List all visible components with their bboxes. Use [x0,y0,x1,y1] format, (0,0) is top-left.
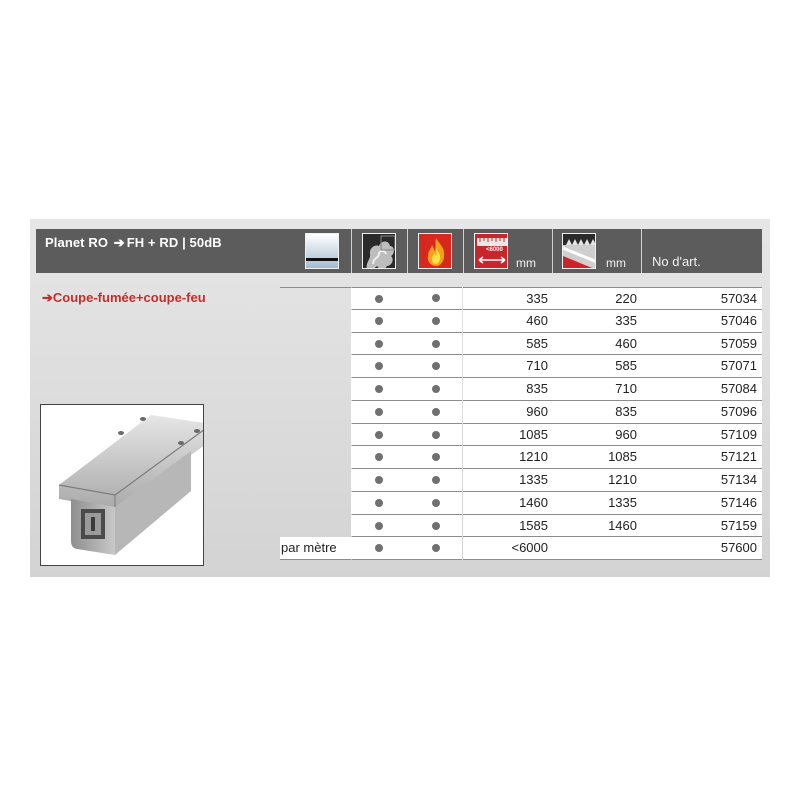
smoke-cell [351,401,462,424]
width-value: 960 [463,401,552,424]
width-value: 335 [463,287,552,310]
row-label [280,401,351,424]
min-width-value [552,537,641,560]
fire-dot-icon [432,317,440,325]
threshold-seal-icon [305,233,339,269]
unit-label-2: mm [606,256,626,270]
table-row [280,401,762,424]
fire-dot-icon [432,499,440,507]
smoke-cell [351,378,462,401]
min-width-value: 960 [552,424,641,447]
article-number: 57109 [641,424,762,447]
fire-dot-icon [432,294,440,302]
smoke-cell [351,537,462,560]
width-value: 585 [463,333,552,356]
smoke-dot-icon [375,476,383,484]
article-number-header: No d'art. [652,254,701,269]
floor-gap-icon [562,233,596,269]
table-row [280,537,762,560]
width-value: 1335 [463,469,552,492]
smoke-dot-icon [375,362,383,370]
article-number: 57121 [641,446,762,469]
subtitle-text: Coupe-fumée+coupe-feu [52,290,206,305]
article-number: 57059 [641,333,762,356]
article-number: 57146 [641,492,762,515]
fire-dot-icon [432,431,440,439]
product-title-main: Planet RO [45,235,109,250]
smoke-cell [351,469,462,492]
article-table [280,287,762,560]
table-row [280,287,762,310]
min-width-value: 710 [552,378,641,401]
smoke-icon [362,233,396,269]
article-number: 57084 [641,378,762,401]
header-divider [407,229,408,273]
fire-icon [418,233,452,269]
row-label [280,469,351,492]
min-width-value: 1085 [552,446,641,469]
width-value: 1085 [463,424,552,447]
smoke-cell [351,446,462,469]
smoke-dot-icon [375,317,383,325]
table-row [280,492,762,515]
smoke-dot-icon [375,385,383,393]
row-label [280,492,351,515]
row-label: par mètre [280,537,351,560]
row-label [280,378,351,401]
min-width-value: 1210 [552,469,641,492]
smoke-dot-icon [375,522,383,530]
product-image [40,404,204,566]
row-label [280,355,351,378]
header-divider [552,229,553,273]
article-number: 57134 [641,469,762,492]
row-label [280,446,351,469]
table-row [280,469,762,492]
smoke-cell [351,424,462,447]
fire-dot-icon [432,476,440,484]
smoke-dot-icon [375,408,383,416]
unit-label-1: mm [516,256,536,270]
smoke-dot-icon [375,431,383,439]
header-divider [351,229,352,273]
category-subtitle [42,290,206,306]
width-value: 460 [463,310,552,333]
table-row [280,515,762,538]
ruler-label: <6000 [486,247,503,253]
smoke-cell [351,310,462,333]
row-label [280,424,351,447]
min-width-value: 585 [552,355,641,378]
row-label [280,287,351,310]
header-divider [463,229,464,273]
width-value: 835 [463,378,552,401]
table-row [280,378,762,401]
width-value: 1460 [463,492,552,515]
row-label [280,515,351,538]
ruler-icon [474,233,508,269]
min-width-value: 835 [552,401,641,424]
smoke-dot-icon [375,453,383,461]
smoke-cell [351,515,462,538]
fire-dot-icon [432,522,440,530]
table-row [280,333,762,356]
article-number: 57071 [641,355,762,378]
smoke-cell [351,287,462,310]
product-title-rest: FH + RD | 50dB [126,235,222,250]
smoke-cell [351,492,462,515]
title-arrow-icon: ➔ [113,235,125,250]
min-width-value: 1460 [552,515,641,538]
width-value: 710 [463,355,552,378]
table-row [280,310,762,333]
table-row [280,424,762,447]
fire-dot-icon [432,408,440,416]
min-width-value: 460 [552,333,641,356]
fire-dot-icon [432,340,440,348]
row-label [280,333,351,356]
article-number: 57159 [641,515,762,538]
smoke-dot-icon [375,544,383,552]
smoke-cell [351,333,462,356]
width-value: 1210 [463,446,552,469]
article-number: 57096 [641,401,762,424]
min-width-value: 220 [552,287,641,310]
fire-dot-icon [432,385,440,393]
smoke-dot-icon [375,499,383,507]
row-label [280,310,351,333]
product-title [45,235,222,251]
article-number: 57034 [641,287,762,310]
header-divider [641,229,642,273]
min-width-value: 335 [552,310,641,333]
article-number: 57600 [641,537,762,560]
table-row [280,355,762,378]
subtitle-arrow-icon: ➔ [42,290,53,305]
article-number: 57046 [641,310,762,333]
smoke-dot-icon [375,295,383,303]
smoke-cell [351,355,462,378]
min-width-value: 1335 [552,492,641,515]
width-value: 1585 [463,515,552,538]
smoke-dot-icon [375,340,383,348]
table-row [280,446,762,469]
width-value: <6000 [463,537,552,560]
